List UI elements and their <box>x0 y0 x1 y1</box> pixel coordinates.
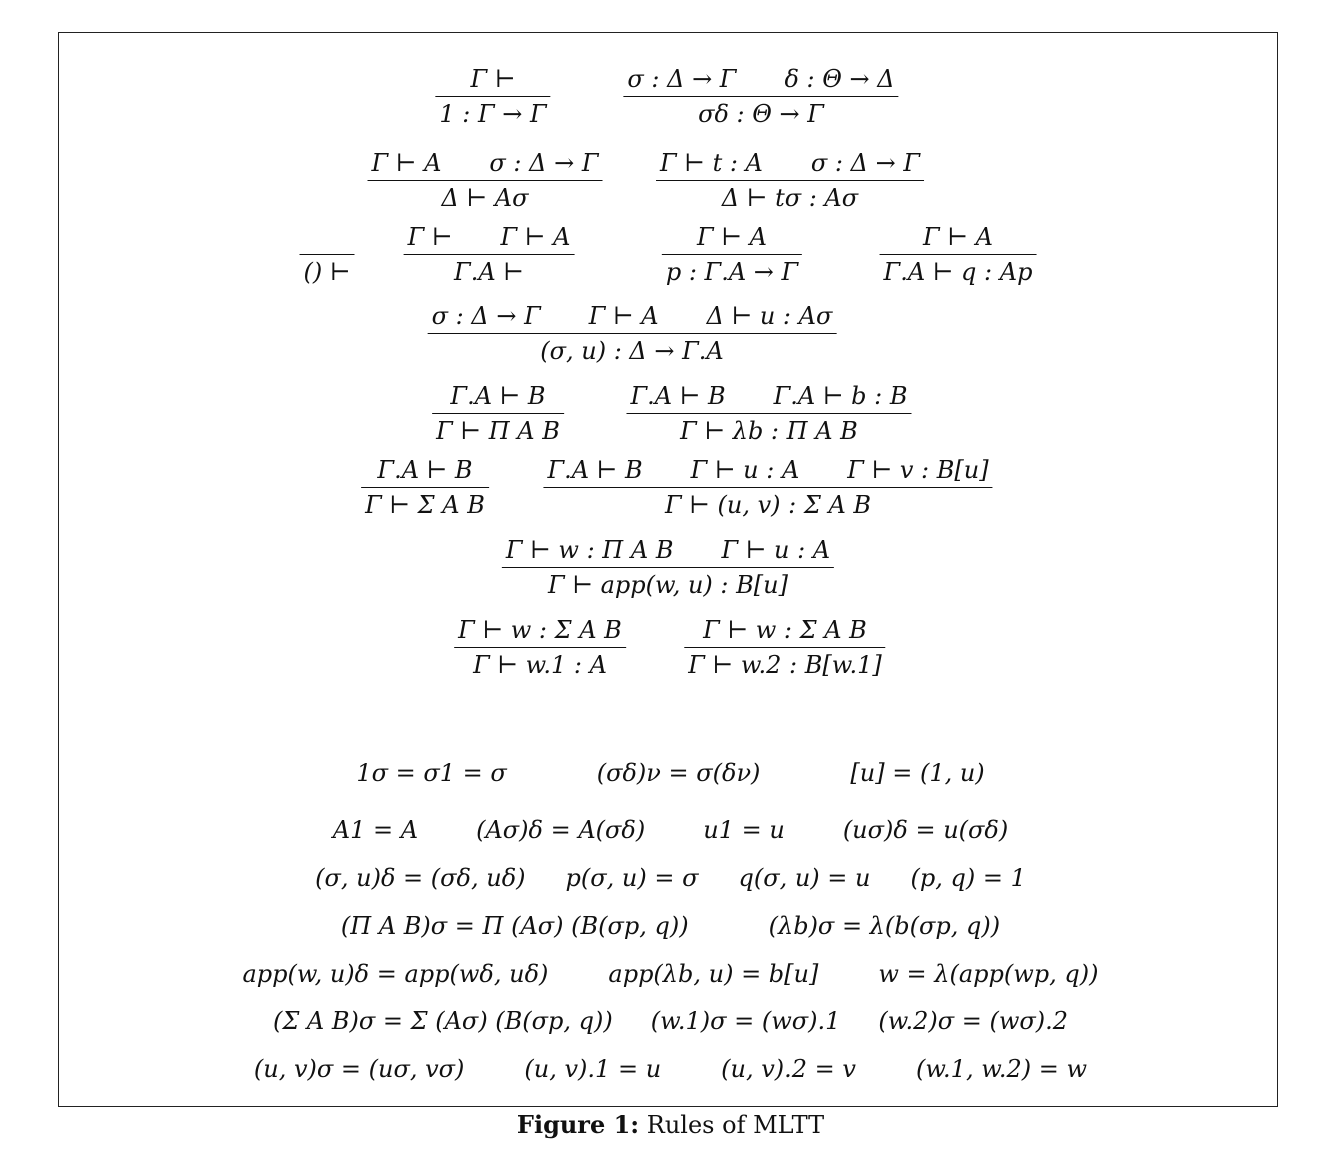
inference-bar <box>880 254 1037 255</box>
rule-premise: Γ.A ⊢ B <box>630 382 726 410</box>
equation: u1 = u <box>703 816 785 844</box>
rule-premise: Γ ⊢ <box>407 223 453 251</box>
inference-bar <box>428 333 837 334</box>
rule-premise: Γ ⊢ t : A <box>660 149 763 177</box>
inference-rule <box>656 148 924 213</box>
inference-rule <box>684 615 885 680</box>
rule-premise: Γ ⊢ A <box>500 223 571 251</box>
inference-rule <box>432 381 564 446</box>
rule-premise: Γ.A ⊢ B <box>377 456 473 484</box>
equation: (u, v).1 = u <box>524 1055 662 1083</box>
inference-rule <box>502 535 834 600</box>
inference-rule <box>543 455 992 520</box>
equation: app(w, u)δ = app(wδ, uδ) <box>242 960 549 988</box>
inference-rule <box>435 64 550 129</box>
caption-label: Figure 1: <box>516 1110 640 1139</box>
rule-premise: Γ ⊢ A <box>697 223 767 251</box>
rule-premises <box>623 64 898 94</box>
rule-premises <box>656 148 924 178</box>
rule-premise: Γ.A ⊢ B <box>450 382 546 410</box>
equation: (λb)σ = λ(b(σp, q)) <box>768 912 1001 940</box>
rule-premises <box>404 222 575 252</box>
rule-conclusion: Γ ⊢ Σ A B <box>365 491 485 519</box>
rule-premises <box>626 381 911 411</box>
equation: (u, v)σ = (uσ, vσ) <box>253 1055 465 1083</box>
rule-conclusion: Γ.A ⊢ <box>454 258 524 286</box>
equation: q(σ, u) = u <box>738 864 871 892</box>
inference-rule <box>626 381 911 446</box>
rule-conclusion: Γ ⊢ (u, v) : Σ A B <box>664 491 872 519</box>
inference-rule <box>662 222 802 287</box>
inference-bar <box>684 647 885 648</box>
rule-premise: δ : Θ → Δ <box>784 65 895 93</box>
inference-bar <box>404 254 575 255</box>
equation: (u, v).2 = v <box>721 1055 856 1083</box>
inference-rule <box>404 222 575 287</box>
inference-bar <box>626 413 911 414</box>
rule-premise: Γ ⊢ w : Σ A B <box>458 616 622 644</box>
rule-premise: Γ.A ⊢ b : B <box>773 382 908 410</box>
equation-row <box>0 813 1341 847</box>
rule-premise: Γ ⊢ <box>470 65 516 93</box>
rule-conclusion: Γ ⊢ app(w, u) : B[u] <box>548 571 788 599</box>
rule-premises <box>368 148 603 178</box>
equation-row <box>0 756 1341 790</box>
rule-premises <box>300 222 355 252</box>
rule-premise: Δ ⊢ u : Aσ <box>706 302 833 330</box>
rule-premise: Γ ⊢ A <box>371 149 442 177</box>
equation: (w.2)σ = (wσ).2 <box>878 1007 1069 1035</box>
inference-bar <box>656 180 924 181</box>
rule-premises <box>361 455 489 485</box>
inference-bar <box>368 180 603 181</box>
rule-premise: σ : Δ → Γ <box>627 65 737 93</box>
rule-conclusion: () ⊢ <box>303 258 351 286</box>
rule-premises <box>502 535 834 565</box>
equation: 1σ = σ1 = σ <box>356 759 507 787</box>
equation: (Σ A B)σ = Σ (Aσ) (B(σp, q)) <box>272 1007 613 1035</box>
equation-row <box>0 1004 1341 1038</box>
equation: [u] = (1, u) <box>850 759 985 787</box>
rule-premise: Γ ⊢ w : Σ A B <box>703 616 867 644</box>
rule-premises <box>428 301 837 331</box>
inference-rule <box>361 455 489 520</box>
equation: (w.1, w.2) = w <box>915 1055 1088 1083</box>
equation-row <box>0 1052 1341 1086</box>
equation-row <box>0 909 1341 943</box>
rule-premises <box>432 381 564 411</box>
rule-premise: Γ ⊢ v : B[u] <box>847 456 989 484</box>
equation: (σδ)ν = σ(δν) <box>596 759 761 787</box>
rule-premise: Γ ⊢ A <box>923 223 993 251</box>
equation: (Aσ)δ = A(σδ) <box>476 816 646 844</box>
rule-premise: Γ ⊢ w : Π A B <box>505 536 674 564</box>
rule-premise: Γ ⊢ A <box>588 302 659 330</box>
rule-conclusion: σδ : Θ → Γ <box>698 100 824 128</box>
rule-conclusion: (σ, u) : Δ → Γ.A <box>540 337 724 365</box>
inference-rule <box>368 148 603 213</box>
equation: p(σ, u) = σ <box>565 864 699 892</box>
equation: (Π A B)σ = Π (Aσ) (B(σp, q)) <box>340 912 689 940</box>
equation: (uσ)δ = u(σδ) <box>842 816 1009 844</box>
rule-premises <box>543 455 992 485</box>
rule-premise: σ : Δ → Γ <box>431 302 541 330</box>
rule-premises <box>435 64 550 94</box>
inference-bar <box>543 487 992 488</box>
inference-rule <box>428 301 837 366</box>
rule-conclusion: Γ ⊢ w.2 : B[w.1] <box>688 651 882 679</box>
rule-conclusion: Γ ⊢ λb : Π A B <box>680 417 858 445</box>
inference-rule <box>454 615 626 680</box>
rule-conclusion: Γ.A ⊢ q : Ap <box>883 258 1033 286</box>
rule-premises <box>454 615 626 645</box>
inference-bar <box>300 254 355 255</box>
inference-rule <box>623 64 898 129</box>
inference-rule <box>300 222 355 287</box>
equation: (p, q) = 1 <box>910 864 1026 892</box>
rule-premise: Γ.A ⊢ B <box>547 456 643 484</box>
rule-premise: σ : Δ → Γ <box>489 149 599 177</box>
inference-bar <box>454 647 626 648</box>
equation: A1 = A <box>332 816 419 844</box>
equation: w = λ(app(wp, q)) <box>878 960 1099 988</box>
caption-text: Rules of MLTT <box>646 1111 825 1139</box>
inference-bar <box>361 487 489 488</box>
inference-bar <box>432 413 564 414</box>
inference-bar <box>623 96 898 97</box>
inference-rule <box>880 222 1037 287</box>
rule-conclusion: Γ ⊢ Π A B <box>436 417 560 445</box>
rule-premise: σ : Δ → Γ <box>810 149 920 177</box>
rule-conclusion: Δ ⊢ tσ : Aσ <box>721 184 859 212</box>
rule-premise: Γ ⊢ u : A <box>690 456 800 484</box>
equation: (σ, u)δ = (σδ, uδ) <box>315 864 526 892</box>
equation-row <box>0 861 1341 895</box>
rule-conclusion: p : Γ.A → Γ <box>665 258 799 286</box>
rule-premises <box>880 222 1037 252</box>
equation-row <box>0 957 1341 991</box>
inference-bar <box>502 567 834 568</box>
rule-conclusion: 1 : Γ → Γ <box>439 100 547 128</box>
rule-conclusion: Γ ⊢ w.1 : A <box>473 651 607 679</box>
inference-bar <box>662 254 802 255</box>
equation: app(λb, u) = b[u] <box>608 960 819 988</box>
rule-premises <box>662 222 802 252</box>
equation: (w.1)σ = (wσ).1 <box>650 1007 841 1035</box>
rule-conclusion: Δ ⊢ Aσ <box>441 184 529 212</box>
inference-bar <box>435 96 550 97</box>
figure-caption <box>0 1108 1341 1142</box>
rule-premises <box>684 615 885 645</box>
rule-premise: Γ ⊢ u : A <box>721 536 831 564</box>
